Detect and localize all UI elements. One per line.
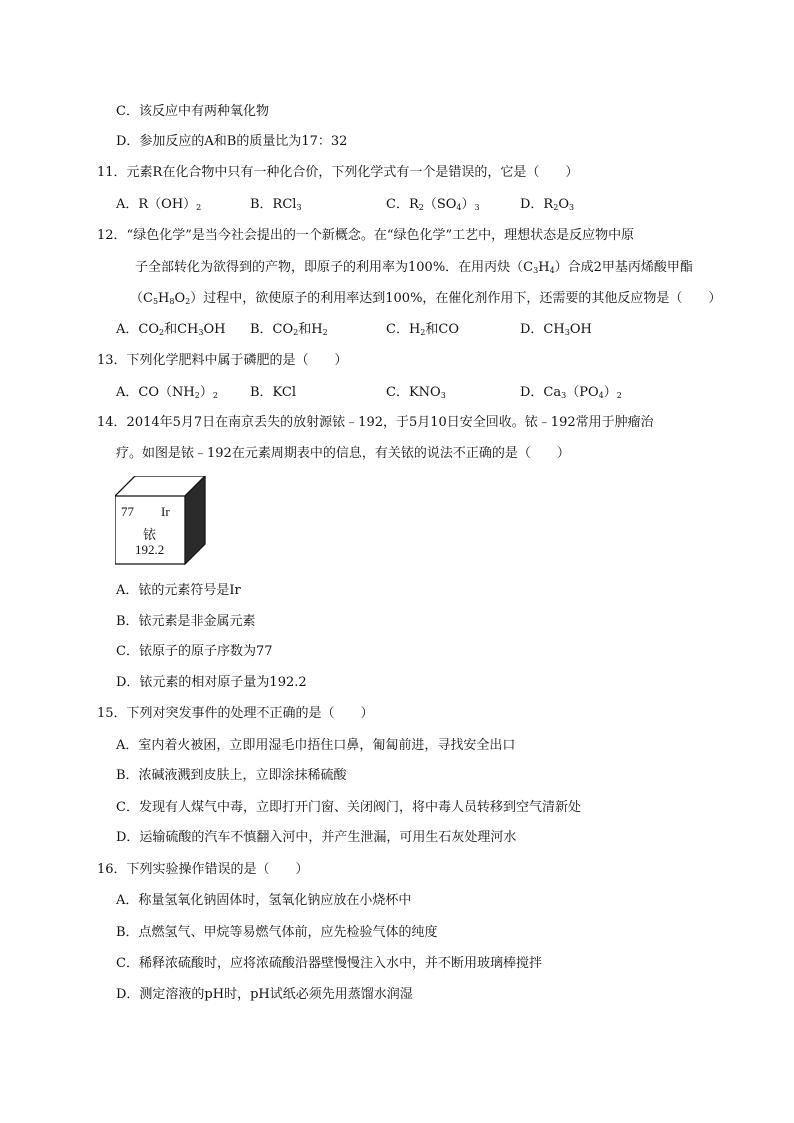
q15-option-d: D．运输硫酸的汽车不慎翻入河中，并产生泄漏，可用生石灰处理河水 xyxy=(116,830,517,845)
q12-option-b: B．$CO_2$和$H_2$ xyxy=(250,322,328,337)
q12-stem-line-3: $(C_5H_8O_2)$过程中，欲使原子的利用率达到100%，在催化剂作用下，还需要的其他反应物是（ ） xyxy=(130,291,722,306)
element-cell-figure xyxy=(115,476,207,566)
q15-stem: 15．下列对突发事件的处理不正确的是（ ） xyxy=(97,706,374,721)
q16-option-d: D．测定溶液的pH时，pH试纸必须先用蒸馏水润湿 xyxy=(116,987,413,1002)
q15-option-c: C．发现有人煤气中毒，立即打开门窗、关闭阀门，将中毒人员转移到空气清新处 xyxy=(116,800,581,815)
q12-stem-line-1: 12．“绿色化学”是当今社会提出的一个新概念。在“绿色化学”工艺中，理想状态是反应物中原 xyxy=(97,228,635,243)
q14-stem-line-1: 14．2014年5月7日在南京丢失的放射源铱﹣192，于5月10日安全回收。铱﹣192常用于肿瘤治 xyxy=(97,415,654,430)
q13-option-b: B．KCl xyxy=(250,385,297,400)
q11-options xyxy=(116,196,716,214)
q16-option-a: A．称量氢氧化钠固体时，氢氧化钠应放在小烧杯中 xyxy=(116,893,412,908)
q15-option-a: A．室内着火被困，立即用湿毛巾捂住口鼻，匍匐前进，寻找安全出口 xyxy=(116,738,516,753)
element-symbol: Ir xyxy=(161,504,170,519)
q16-stem: 16．下列实验操作错误的是（ ） xyxy=(97,862,309,877)
q14-option-b: B．铱元素是非金属元素 xyxy=(116,614,256,629)
q15-option-b: B．浓碱液溅到皮肤上，立即涂抹稀硫酸 xyxy=(116,768,347,783)
q13-stem: 13．下列化学肥料中属于磷肥的是（ ） xyxy=(97,353,348,368)
q16-option-b: B．点燃氢气、甲烷等易燃气体前，应先检验气体的纯度 xyxy=(116,925,438,940)
q12-option-d: D．$CH_3OH$ xyxy=(520,322,592,337)
q11-option-d: D．$R_2O_3$ xyxy=(520,197,575,212)
q11-option-a: A．$R(OH)_2$ xyxy=(116,197,202,212)
q11-stem: 11．元素R在化合物中只有一种化合价，下列化学式有一个是错误的，它是（ ） xyxy=(97,165,579,180)
q12-option-a: A．$CO_2$和$CH_3OH$ xyxy=(116,322,226,337)
q11-option-c: C．$R_2(SO_4)_3$ xyxy=(386,197,480,212)
q12-stem-line-2: 子全部转化为欲得到的产物，即原子的利用率为100%．在用丙炔$(C_3H_4)$合成2甲基丙烯酸甲酯 xyxy=(135,260,693,275)
q14-option-a: A．铱的元素符号是Ir xyxy=(116,583,241,598)
q11-option-b: B．RCl$_3$ xyxy=(250,197,302,212)
q13-option-c: C．$KNO_3$ xyxy=(386,385,446,400)
q13-options xyxy=(116,384,716,402)
q16-option-c: C．稀释浓硫酸时，应将浓硫酸沿器壁慢慢注入水中，并不断用玻璃棒搅拌 xyxy=(116,956,542,971)
q14-option-d: D．铱元素的相对原子量为192.2 xyxy=(116,675,307,690)
q12-option-c: C．$H_2$和CO xyxy=(386,322,459,337)
element-atomic-number: 77 xyxy=(121,504,134,519)
q12-options xyxy=(116,321,716,339)
q14-option-c: C．铱原子的原子序数为77 xyxy=(116,644,273,659)
q10-option-c: C．该反应中有两种氧化物 xyxy=(116,104,269,119)
q13-option-a: A．$CO(NH_2)_2$ xyxy=(116,385,218,400)
q14-stem-line-2: 疗。如图是铱﹣192在元素周期表中的信息，有关铱的说法不正确的是（ ） xyxy=(116,446,570,461)
element-name: 铱 xyxy=(143,528,157,543)
q13-option-d: D．$Ca_3(PO_4)_2$ xyxy=(520,385,622,400)
q10-option-d: D．参加反应的A和B的质量比为17：32 xyxy=(116,134,348,149)
element-atomic-mass: 192.2 xyxy=(135,542,165,557)
